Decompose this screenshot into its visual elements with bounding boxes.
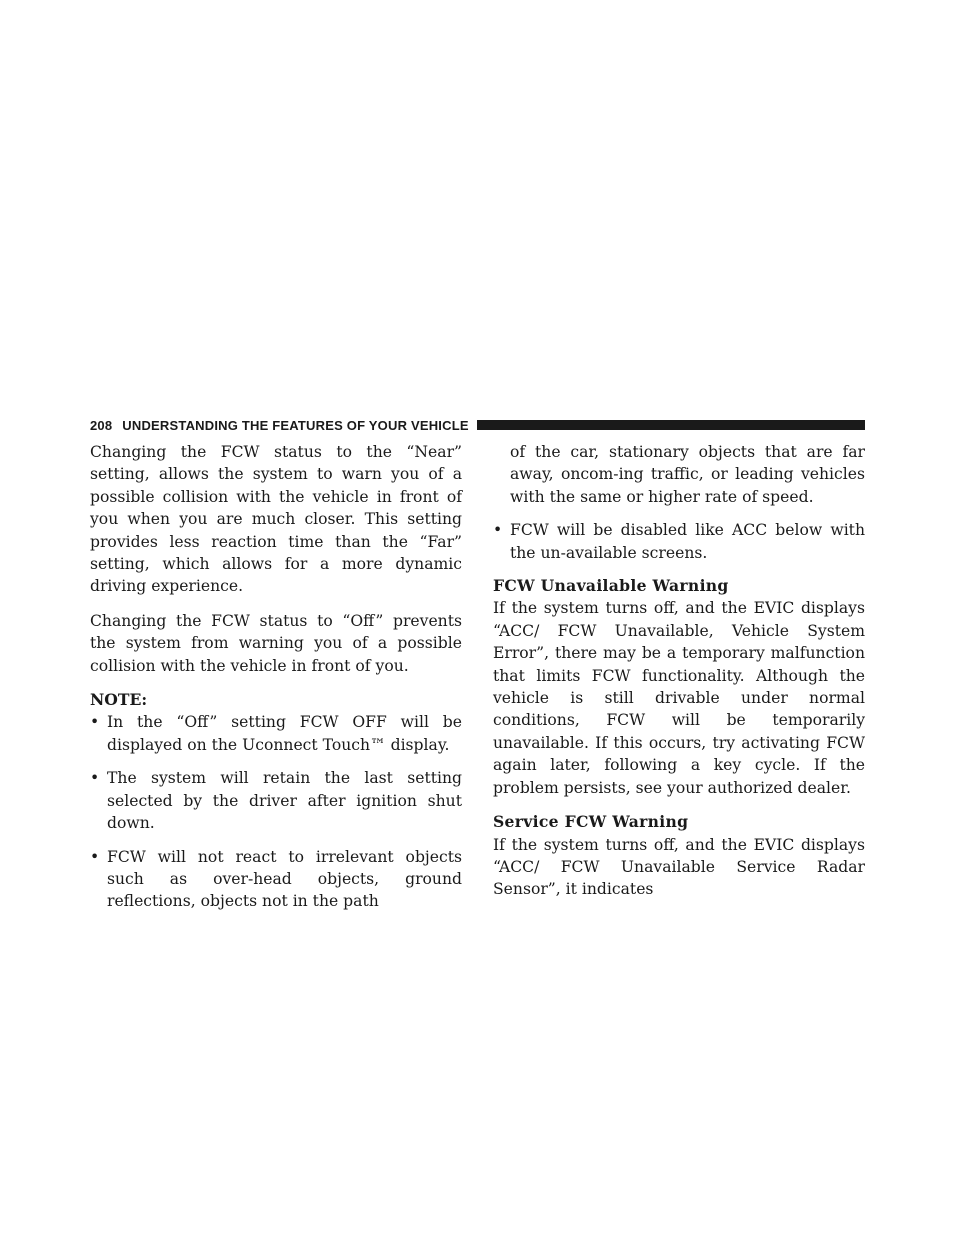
right-bullet-list bbox=[493, 519, 865, 564]
heading-service-fcw-warning: Service FCW Warning bbox=[493, 812, 689, 832]
left-column bbox=[90, 441, 462, 924]
page-number: 208 bbox=[90, 417, 113, 433]
list-item bbox=[493, 519, 865, 564]
section-title: UNDERSTANDING THE FEATURES OF YOUR VEHICLE bbox=[122, 417, 469, 433]
note-label: NOTE: bbox=[90, 690, 148, 710]
paragraph-service-fcw: If the system turns off, and the EVIC displays “ACC/ FCW Unavailable Service Radar Sensor”, it indicates bbox=[493, 835, 865, 899]
bullet-continuation: of the car, stationary objects that are far away, oncom-ing traffic, or leading vehicles with the same or higher rate of speed. bbox=[510, 443, 865, 506]
paragraph-near-setting: Changing the FCW status to the “Near” setting, allows the system to warn you of a possible collision with the vehicle in front of you when you are much closer. This setting provides less reaction time than the “Far” setting, which allows for a more dynamic driving experience. bbox=[90, 443, 462, 596]
list-item bbox=[90, 767, 462, 834]
bullet-text: In the “Off” setting FCW OFF will be displayed on the Uconnect Touch™ display. bbox=[107, 713, 462, 754]
paragraph-fcw-unavailable: If the system turns off, and the EVIC displays “ACC/ FCW Unavailable, Vehicle System Error”, there may be a temporary malfunction that limits FCW functionality. Although the vehicle is still drivable under normal conditions, FCW will be temporarily unavailable. If this occurs, try activating FCW again later, following a key cycle. If the problem persists, see your authorized dealer. bbox=[493, 599, 865, 797]
bullet-text: The system will retain the last setting selected by the driver after ignition shut down. bbox=[107, 769, 462, 833]
paragraph-off-setting: Changing the FCW status to “Off” prevents the system from warning you of a possible collision with the vehicle in front of you. bbox=[90, 611, 462, 675]
bullet-text: FCW will be disabled like ACC below with the un-available screens. bbox=[510, 521, 865, 562]
bullet-icon: • bbox=[90, 847, 100, 866]
right-column bbox=[493, 441, 865, 913]
bullet-text: FCW will not react to irrelevant objects such as over-head objects, ground reflections, objects not in the path bbox=[107, 847, 462, 911]
heading-fcw-unavailable-warning: FCW Unavailable Warning bbox=[493, 576, 729, 596]
page-header bbox=[90, 417, 865, 433]
note-bullet-list bbox=[90, 711, 462, 912]
bullet-icon: • bbox=[90, 713, 100, 732]
list-item bbox=[90, 711, 462, 756]
bullet-icon: • bbox=[493, 521, 503, 540]
header-rule bbox=[477, 420, 865, 430]
list-item bbox=[90, 846, 462, 913]
bullet-icon: • bbox=[90, 769, 100, 788]
